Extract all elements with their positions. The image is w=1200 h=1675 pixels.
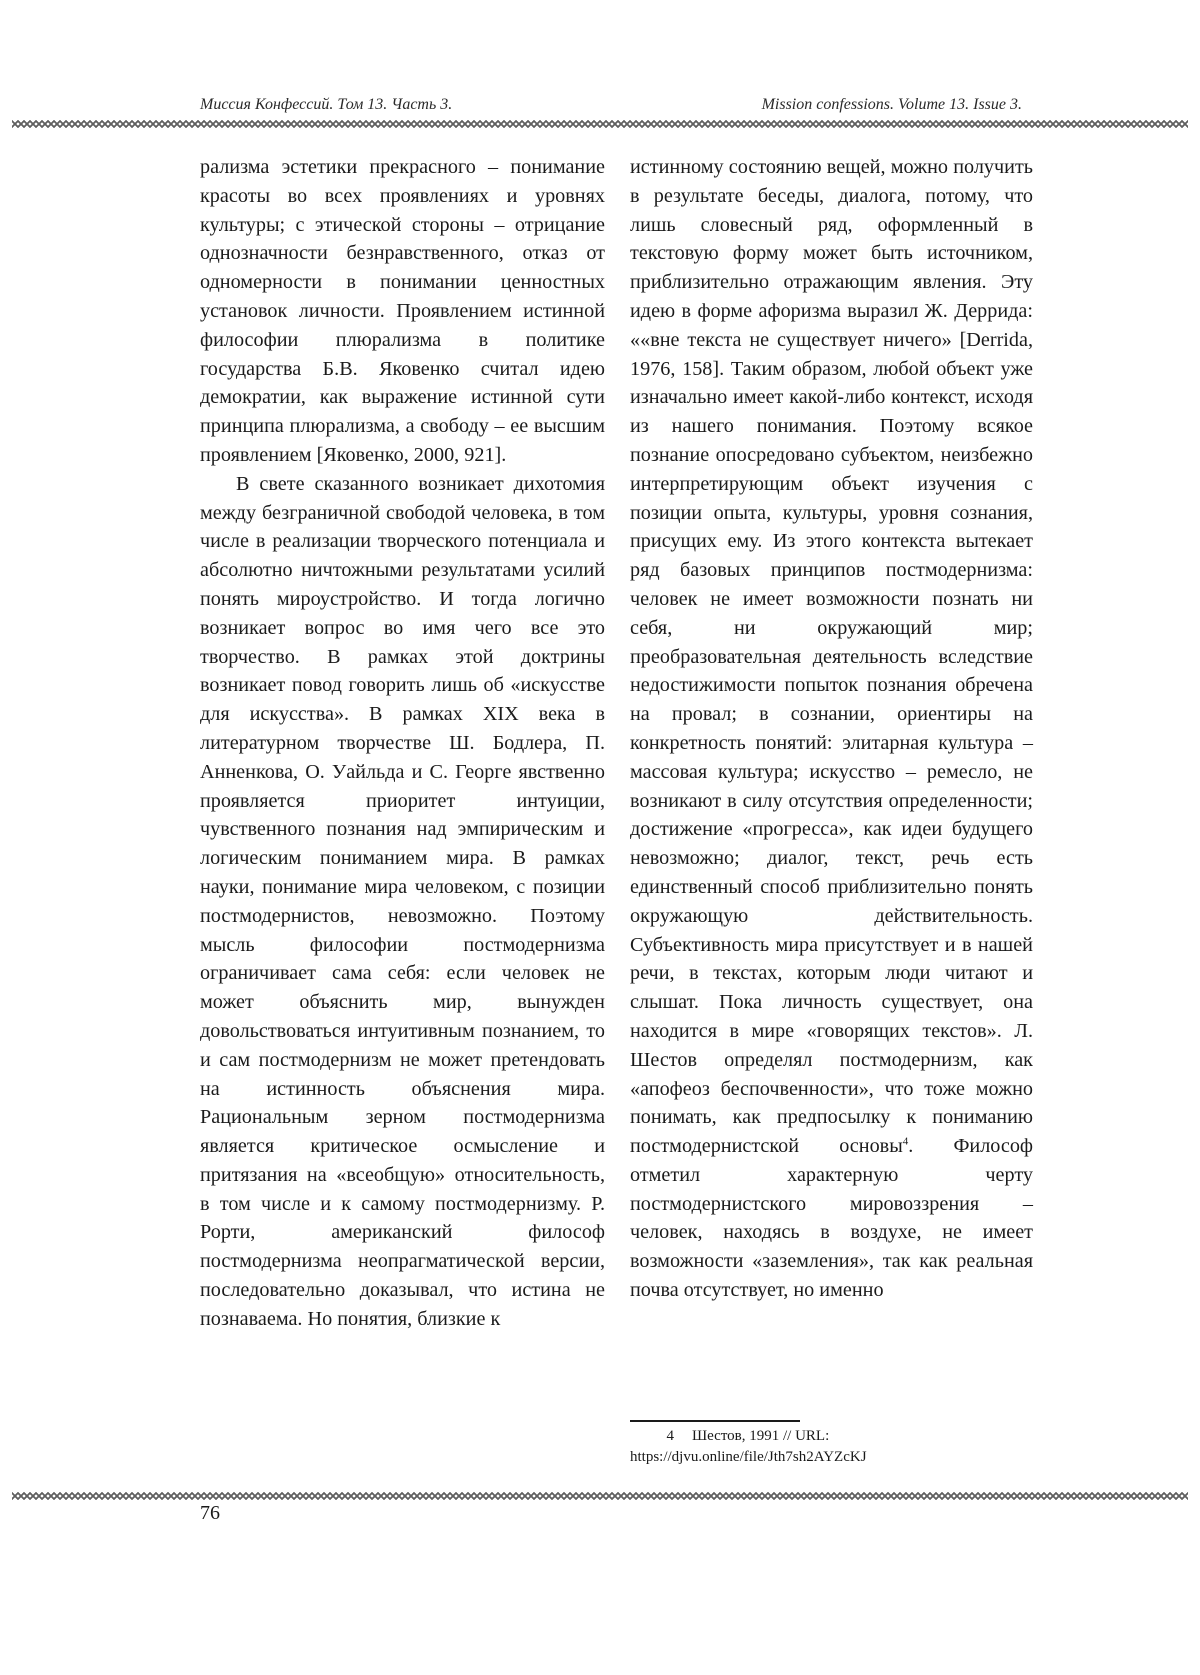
header-ornament-divider	[12, 120, 1188, 128]
paragraph-postmodernism	[630, 153, 1033, 1305]
footnote	[630, 1426, 1033, 1468]
footer-ornament-divider	[12, 1492, 1188, 1500]
right-column	[630, 153, 1033, 1305]
journal-title-ru: Миссия Конфессий. Том 13. Часть 3.	[200, 96, 453, 113]
left-column	[200, 153, 605, 1334]
text-after-footnote: . Философ отметил характерную черту постмодернистского мировоззрения – человек, находясь в воздухе, не имеет возможности «заземления», так как реальная почва отсутствует, но именно	[630, 1135, 1034, 1302]
text-before-footnote: истинному состоянию вещей, можно получить в результате беседы, диалога, потому, что лишь словесный ряд, оформленный в текстовую форму может быть источником, приблизительно отражающим явления. Эту идею в форме афоризма выразил Ж. Деррида: ««вне текста не существует ничего» [Derrida, 1976, 158]. Таким образом, любой объект уже изначально имеет какой-либо контекст, исходя из нашего понимания. Поэтому всякое познание опосредовано субъектом, неизбежно интерпретирующим объект изучения с позиции опыта, культуры, уровня сознания, присущих ему. Из этого контекста вытекает ряд базовых принципов постмодернизма: человек не имеет возможности познать ни себя, ни окружающий мир; преобразовательная деятельность вследствие недостижимости попыток познания обречена на провал; в сознании, ориентиры на конкретность понятий: элитарная культура – массовая культура; искусство – ремесло, не возникают в силу отсутствия определенности; достижение «прогресса», как идеи будущего невозможно; диалог, текст, речь есть единственный способ приблизительно понять окружающую действительность. Субъективность мира присутствует и в нашей речи, в текстах, которым люди читают и слышат. Пока личность существует, она находится в мире «говорящих текстов». Л. Шестов определял постмодернизм, как «апофеоз беспочвенности», что тоже можно понимать, как предпосылку к пониманию постмодернистской основы	[630, 156, 1033, 1158]
paragraph-dichotomy: В свете сказанного возникает дихотомия между безграничной свободой человека, в том числе в реализации творческого потенциала и абсолютно ничтожными результатами усилий понять мироустройство. И тогда логично возникает вопрос во имя чего все это творчество. В рамках этой доктрины возникает повод говорить лишь об «искусстве для искусства». В рамках XIX века в литературном творчестве Ш. Бодлера, П. Анненкова, О. Уайльда и С. Георге явственно проявляется приоритет интуиции, чувственного познания над эмпирическим и логическим пониманием мира. В рамках науки, понимание мира человеком, с позиции постмодернистов, невозможно. Поэтому мысль философии постмодернизма ограничивает сама себя: если человек не может объяснить мир, вынужден довольствоваться интуитивным познанием, то и сам постмодернизм не может претендовать на истинность объяснения мира. Рациональным зерном постмодернизма является критическое осмысление и притязания на «всеобщую» относительность, в том числе и к самому постмодернизму. Р. Рорти, американский философ постмодернизма неопрагматической версии, последовательно доказывал, что истина не познаваема. Но понятия, близкие к	[200, 472, 605, 1330]
running-header	[200, 96, 1022, 120]
page-number: 76	[200, 1502, 220, 1524]
footnote-reference[interactable]: 4	[902, 1135, 909, 1148]
footnote-text: Шестов, 1991 // URL: https://djvu.online/file/Jth7sh2AYZcKJ	[630, 1428, 867, 1465]
paragraph-continued: рализма эстетики прекрасного – понимание красоты во всех проявлениях и уровнях культуры; с этической стороны – отрицание однозначности безнравственного, отказ от одномерности в понимании ценностных установок личности. Проявлением истинной философии плюрализма в политике государства Б.В. Яковенко считал идею демократии, как выражение истинной сути принципа плюрализма, а свободу – ее высшим проявлением [Яковенко, 2000, 921].	[200, 156, 605, 466]
journal-title-en: Mission confessions. Volume 13. Issue 3.	[761, 96, 1022, 113]
footnote-number: 4	[666, 1428, 674, 1444]
footnote-separator	[630, 1420, 800, 1422]
